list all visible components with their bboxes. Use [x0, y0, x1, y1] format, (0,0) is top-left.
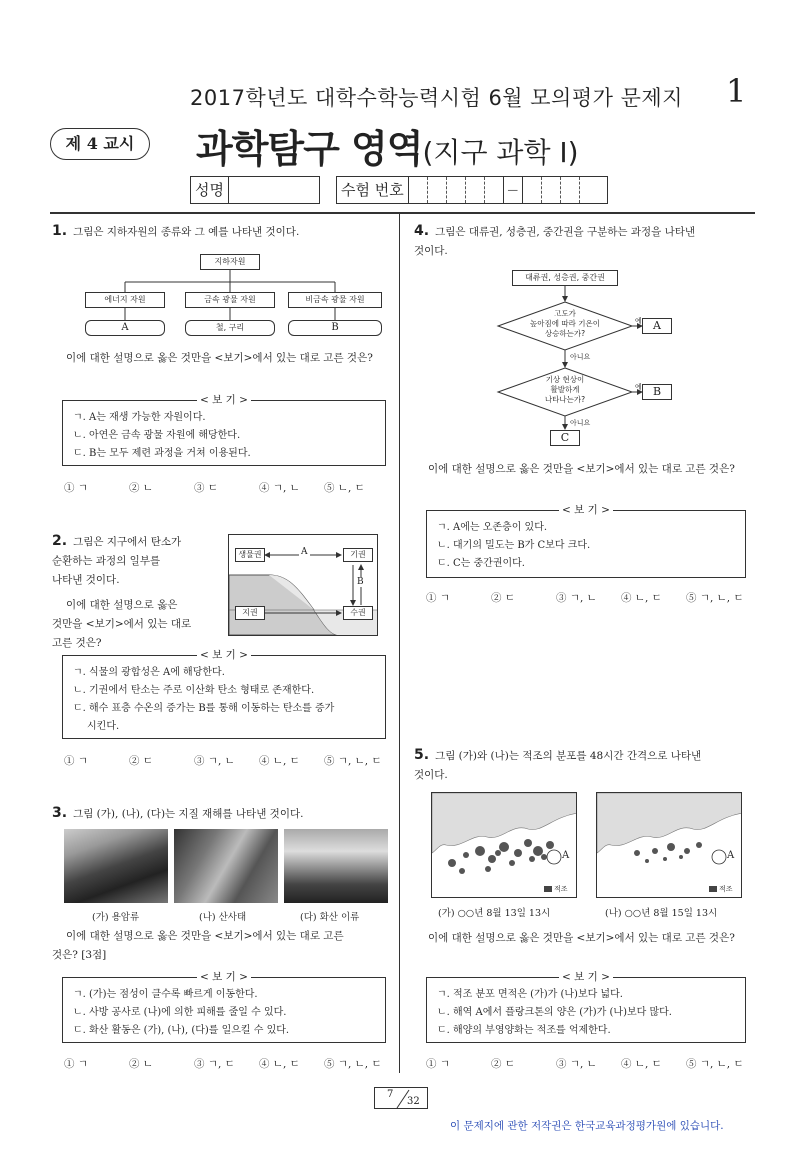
q3-stem-text: 그림 (가), (나), (다)는 지질 재해를 나타낸 것이다.	[73, 808, 304, 820]
q5-bogi-item: ㄴ. 해역 A에서 플랑크톤의 양은 (가)가 (나)보다 많다.	[437, 1007, 672, 1018]
q5-choice-4[interactable]: ④ ㄴ, ㄷ	[621, 1058, 662, 1070]
q1-category-metal: 금속 광물 자원	[185, 292, 275, 308]
q4-number: 4.	[414, 223, 430, 239]
q2-choice-1[interactable]: ① ㄱ	[64, 755, 88, 767]
q5-map-b-label: A	[727, 850, 735, 861]
q5-caption-b: (나) ○○년 8월 15일 13시	[605, 908, 718, 919]
q4-bogi-box	[426, 504, 746, 578]
q3-photo-lava-flow	[64, 829, 168, 903]
q4-choice-3[interactable]: ③ ㄱ, ㄴ	[556, 592, 597, 604]
q1-stem	[52, 222, 392, 242]
q1-stem-text: 그림은 지하자원의 종류와 그 예를 나타낸 것이다.	[73, 226, 300, 238]
q1-choices	[64, 480, 389, 495]
q1-question: 이에 대한 설명으로 옳은 것만을 <보기>에서 있는 대로 고른 것은?	[66, 352, 373, 364]
q1-category-energy: 에너지 자원	[85, 292, 165, 308]
q4-yes-label: 예	[635, 317, 642, 325]
q4-decision-2-line: 나타나는가?	[544, 395, 586, 404]
q4-yes-label: 예	[635, 383, 642, 391]
q2-choice-5[interactable]: ⑤ ㄱ, ㄴ, ㄷ	[324, 755, 382, 767]
exam-number-label: 수험 번호	[337, 177, 409, 203]
q5-number: 5.	[414, 747, 430, 763]
q1-bogi-item: ㄴ. 아연은 금속 광물 자원에 해당한다.	[73, 430, 241, 441]
q1-bogi-title: < 보 기 >	[197, 394, 251, 406]
q2-label-b: B	[357, 577, 364, 587]
q5-map-b-figure	[597, 793, 742, 898]
page-total: 32	[407, 1096, 420, 1107]
subject-title	[196, 118, 579, 173]
q3-photo-landslide	[174, 829, 278, 903]
q5-caption-a: (가) ○○년 8월 13일 13시	[438, 908, 551, 919]
q1-example-b: B	[288, 320, 382, 336]
q2-water-box: 수권	[343, 606, 373, 620]
exam-digit-cell	[485, 177, 504, 203]
q5-stem-line: 그림 (가)와 (나)는 적조의 분포를 48시간 간격으로 나타낸	[435, 750, 702, 762]
q3-ask-line: 이에 대한 설명으로 옳은 것만을 <보기>에서 있는 대로 고른	[66, 930, 344, 942]
q2-choice-3[interactable]: ③ ㄱ, ㄴ	[194, 755, 235, 767]
q5-choice-5[interactable]: ⑤ ㄱ, ㄴ, ㄷ	[686, 1058, 744, 1070]
q4-decision-1	[510, 309, 620, 339]
q5-map-a-figure	[432, 793, 577, 898]
q5-map-a-label: A	[562, 850, 570, 861]
subject-sub: (지구 과학 Ⅰ)	[422, 136, 579, 169]
exam-digit-cell	[523, 177, 542, 203]
q2-label-a: A	[301, 547, 308, 557]
q2-bogi-box	[62, 649, 386, 739]
exam-digit-cell	[580, 177, 599, 203]
q4-bogi-item: ㄷ. C는 중간권이다.	[437, 558, 525, 569]
q2-ask-line: 이에 대한 설명으로 옳은	[66, 599, 178, 611]
q3-choice-2[interactable]: ② ㄴ	[129, 1058, 153, 1070]
q1-example-a: A	[85, 320, 165, 336]
q3-caption-b: (나) 산사태	[199, 912, 247, 923]
q1-bogi-item: ㄷ. B는 모두 제련 과정을 거쳐 이용된다.	[73, 448, 251, 459]
q2-bio-box: 생물권	[235, 548, 265, 562]
q3-choice-3[interactable]: ③ ㄱ, ㄷ	[194, 1058, 235, 1070]
exam-digit-cell	[561, 177, 580, 203]
q2-bogi-item: ㄱ. 식물의 광합성은 A에 해당한다.	[73, 667, 225, 678]
q3-choice-1[interactable]: ① ㄱ	[64, 1058, 88, 1070]
q1-choice-2[interactable]: ② ㄴ	[129, 482, 153, 494]
exam-title: 2017학년도 대학수학능력시험 6월 모의평가 문제지	[190, 86, 683, 110]
q2-geo-box: 지권	[235, 606, 265, 620]
q2-choices	[64, 753, 389, 768]
q2-air-box: 기권	[343, 548, 373, 562]
q4-no-label: 아니요	[570, 353, 591, 361]
q5-map-b-legend: 적조	[719, 885, 733, 893]
q2-stem-line: 나타낸 것이다.	[52, 574, 120, 586]
q4-choice-5[interactable]: ⑤ ㄱ, ㄴ, ㄷ	[686, 592, 744, 604]
q5-map-a-legend: 적조	[554, 885, 568, 893]
q4-bogi-item: ㄴ. 대기의 밀도는 B가 C보다 크다.	[437, 540, 591, 551]
session-badge: 제 4 교시	[50, 128, 150, 160]
q2-stem-line: 순환하는 과정의 일부를	[52, 555, 161, 567]
q3-bogi-item: ㄷ. 화산 활동은 (가), (나), (다)를 일으킬 수 있다.	[73, 1025, 290, 1036]
q2-ask-line: 것만을 <보기>에서 있는 대로	[52, 618, 192, 630]
q5-map-b	[596, 792, 742, 898]
q1-diagram	[80, 250, 380, 340]
q2-bogi-item: 시킨다.	[87, 721, 120, 732]
q3-question	[52, 927, 386, 965]
q4-decision-2-line: 기상 현상이	[545, 375, 585, 384]
q3-number: 3.	[52, 805, 68, 821]
q1-choice-3[interactable]: ③ ㄷ	[194, 482, 218, 494]
q2-bogi-item: ㄷ. 해수 표층 수온의 증가는 B를 통해 이동하는 탄소를 증가	[73, 703, 335, 714]
q3-stem	[52, 804, 392, 824]
q4-result-b: B	[642, 384, 672, 400]
q3-ask-line: 것은? [3점]	[52, 949, 107, 961]
q5-choice-3[interactable]: ③ ㄱ, ㄴ	[556, 1058, 597, 1070]
q4-decision-2-line: 활발하게	[550, 385, 580, 394]
top-rule	[50, 212, 755, 214]
q5-stem	[414, 746, 750, 785]
q4-result-a: A	[642, 318, 672, 334]
q5-bogi-box	[426, 971, 746, 1043]
name-field[interactable]	[190, 176, 320, 204]
q4-choice-4[interactable]: ④ ㄴ, ㄷ	[621, 592, 662, 604]
q2-choice-4[interactable]: ④ ㄴ, ㄷ	[259, 755, 300, 767]
q5-bogi-item: ㄱ. 적조 분포 면적은 (가)가 (나)보다 넓다.	[437, 989, 623, 1000]
q3-photo-lahar	[284, 829, 388, 903]
q1-example-iron: 철, 구리	[185, 320, 275, 336]
q1-choice-4[interactable]: ④ ㄱ, ㄴ	[259, 482, 300, 494]
q2-ask-line: 고른 것은?	[52, 637, 102, 649]
q2-stem	[52, 532, 222, 653]
q3-caption-c: (다) 화산 이류	[300, 912, 360, 923]
q4-decision-2	[510, 375, 620, 405]
q2-number: 2.	[52, 533, 68, 549]
exam-digit-cell	[466, 177, 485, 203]
q4-no-label: 아니요	[570, 419, 591, 427]
q4-choices	[426, 590, 751, 605]
q4-choice-2[interactable]: ② ㄷ	[491, 592, 515, 604]
q4-decision-1-line: 고도가	[554, 309, 576, 318]
q1-root-box: 지하자원	[200, 254, 260, 270]
exam-digit-cell	[542, 177, 561, 203]
exam-digit-cell	[409, 177, 428, 203]
q3-bogi-box	[62, 971, 386, 1043]
exam-number-field[interactable]	[336, 176, 608, 204]
q4-question: 이에 대한 설명으로 옳은 것만을 <보기>에서 있는 대로 고른 것은?	[428, 463, 735, 475]
q4-result-c: C	[550, 430, 580, 446]
q1-bogi-item: ㄱ. A는 재생 가능한 자원이다.	[73, 412, 206, 423]
exam-dash: —	[504, 177, 523, 203]
column-divider	[399, 213, 400, 1073]
q4-bogi-title: < 보 기 >	[559, 504, 613, 516]
q3-choices	[64, 1056, 389, 1071]
q4-stem-line: 것이다.	[414, 245, 448, 257]
q3-bogi-title: < 보 기 >	[197, 971, 251, 983]
copyright-notice: 이 문제지에 관한 저작권은 한국교육과정평가원에 있습니다.	[450, 1120, 724, 1132]
q3-choice-5[interactable]: ⑤ ㄱ, ㄴ, ㄷ	[324, 1058, 382, 1070]
q2-stem-line: 그림은 지구에서 탄소가	[73, 536, 182, 548]
q2-bogi-item: ㄴ. 기권에서 탄소는 주로 이산화 탄소 형태로 존재한다.	[73, 685, 315, 696]
q4-decision-1-line: 상승하는가?	[544, 329, 586, 338]
q4-stem	[414, 222, 750, 261]
q4-choice-1[interactable]: ① ㄱ	[426, 592, 450, 604]
q4-flowchart	[490, 266, 690, 452]
page-number-slash	[375, 1088, 429, 1110]
q3-bogi-item: ㄱ. (가)는 점성이 클수록 빠르게 이동한다.	[73, 989, 258, 1000]
page-badge: 1	[726, 72, 747, 110]
q5-question: 이에 대한 설명으로 옳은 것만을 <보기>에서 있는 대로 고른 것은?	[428, 932, 735, 944]
q5-bogi-item: ㄷ. 해양의 부영양화는 적조를 억제한다.	[437, 1025, 611, 1036]
q1-category-nonmetal: 비금속 광물 자원	[288, 292, 382, 308]
q3-bogi-item: ㄴ. 사방 공사로 (나)에 의한 피해를 줄일 수 있다.	[73, 1007, 287, 1018]
q1-bogi-box	[62, 394, 386, 466]
q1-choice-1[interactable]: ① ㄱ	[64, 482, 88, 494]
q1-number: 1.	[52, 223, 68, 239]
q4-start-box: 대류권, 성층권, 중간권	[512, 270, 618, 286]
q5-stem-line: 것이다.	[414, 769, 448, 781]
q1-choice-5[interactable]: ⑤ ㄴ, ㄷ	[324, 482, 365, 494]
subject-main: 과학탐구 영역	[196, 127, 423, 171]
name-label: 성명	[191, 177, 229, 203]
q3-caption-a: (가) 용암류	[92, 912, 140, 923]
q5-choice-2[interactable]: ② ㄷ	[491, 1058, 515, 1070]
page-current: 7	[387, 1089, 394, 1100]
exam-digit-cell	[428, 177, 447, 203]
q5-map-a	[431, 792, 577, 898]
q5-choices	[426, 1056, 751, 1071]
q4-bogi-item: ㄱ. A에는 오존층이 있다.	[437, 522, 548, 533]
q3-choice-4[interactable]: ④ ㄴ, ㄷ	[259, 1058, 300, 1070]
page-number-box	[374, 1087, 428, 1109]
q4-stem-line: 그림은 대류권, 성층권, 중간권을 구분하는 과정을 나타낸	[435, 226, 696, 238]
q2-bogi-title: < 보 기 >	[197, 649, 251, 661]
q2-choice-2[interactable]: ② ㄷ	[129, 755, 153, 767]
q2-diagram	[228, 534, 378, 636]
q4-decision-1-line: 높아짐에 따라 기온이	[530, 319, 600, 328]
q5-choice-1[interactable]: ① ㄱ	[426, 1058, 450, 1070]
exam-digit-cell	[447, 177, 466, 203]
q5-bogi-title: < 보 기 >	[559, 971, 613, 983]
